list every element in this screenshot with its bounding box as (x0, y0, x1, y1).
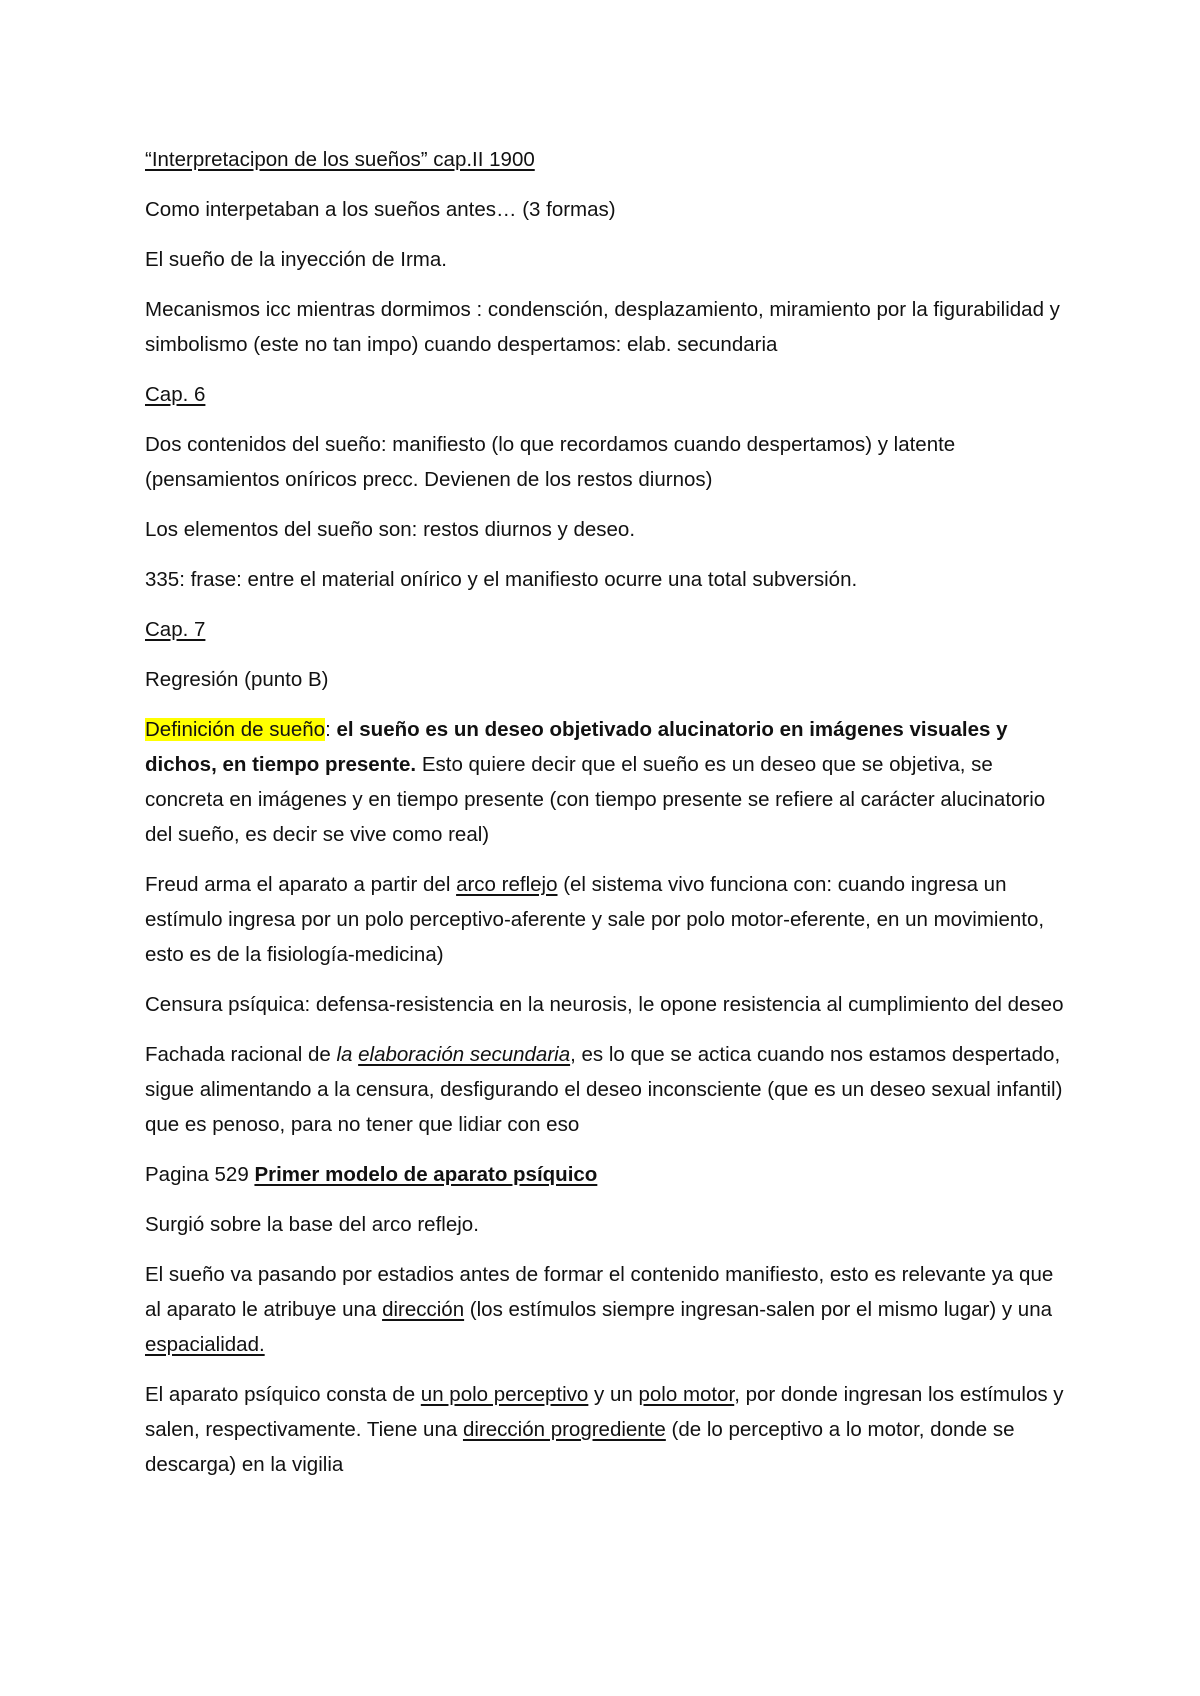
underlined-term: arco reflejo (456, 873, 558, 896)
paragraph-regression: Regresión (punto B) (145, 668, 329, 691)
paragraph-censorship: Censura psíquica: defensa-resistencia en la neurosis, le opone resistencia al cumplimiento del deseo (145, 993, 1064, 1016)
heading-cap-6-line (145, 377, 1065, 412)
underlined-term: dirección (382, 1298, 465, 1321)
text-run: Esto quiere decir que el sueño es un deseo que se objetiva, se concreta en imágenes y en tiempo presente (con tiempo presente se refiere al carácter alucinatorio del sueño, es decir se vive como real) (145, 753, 1046, 846)
paragraph-psychic-apparatus (145, 1377, 1065, 1482)
document-title: “Interpretacipon de los sueños” cap.II 1900 (145, 148, 535, 171)
paragraph-rational-facade (145, 1037, 1065, 1142)
paragraph-stages (145, 1257, 1065, 1362)
text-run: (de lo perceptivo a lo motor, donde se descarga) en la vigilia (145, 1418, 1015, 1476)
paragraph-page-529 (145, 1157, 1065, 1192)
bold-underlined-heading: Primer modelo de aparato psíquico (254, 1163, 598, 1186)
heading-cap-7-line (145, 612, 1065, 647)
text-run: (los estímulos siempre ingresan-salen por el mismo lugar) y una (464, 1298, 1053, 1321)
underlined-term: espacialidad. (145, 1333, 265, 1356)
underlined-term: un polo perceptivo (420, 1383, 589, 1406)
italic-text: la (336, 1043, 359, 1066)
text-run: Pagina 529 (145, 1163, 255, 1186)
text-run: Fachada racional de (145, 1043, 337, 1066)
paragraph-arose: Surgió sobre la base del arco reflejo. (145, 1213, 479, 1236)
bold-definition: el sueño es un deseo objetivado alucinatorio en imágenes visuales y dichos, en tiempo presente. (145, 718, 1008, 776)
paragraph-irma: El sueño de la inyección de Irma. (145, 248, 447, 271)
text-run: El aparato psíquico consta de (145, 1383, 421, 1406)
underlined-term: dirección progrediente (462, 1418, 666, 1441)
paragraph-335: 335: frase: entre el material onírico y el manifiesto ocurre una total subversión. (145, 568, 858, 591)
text-run: y un (588, 1383, 639, 1406)
document-body (145, 142, 1065, 1497)
paragraph-dream-definition (145, 712, 1065, 852)
heading-cap-7: Cap. 7 (145, 618, 206, 641)
underlined-italic-term: elaboración secundaria (358, 1043, 571, 1066)
highlighted-term: Definición de sueño (145, 718, 326, 741)
paragraph-forms: Como interpetaban a los sueños antes… (3 formas) (145, 198, 616, 221)
paragraph-contents: Dos contenidos del sueño: manifiesto (lo que recordamos cuando despertamos) y latente (pensamientos oníricos precc. Devienen de los restos diurnos) (145, 433, 956, 491)
paragraph-elements: Los elementos del sueño son: restos diurnos y deseo. (145, 518, 636, 541)
text-run: El sueño va pasando por estadios antes de formar el contenido manifiesto, esto es relevante ya que al aparato le atribuye una (145, 1263, 1054, 1321)
paragraph-mechanisms: Mecanismos icc mientras dormimos : condensción, desplazamiento, miramiento por la figurabilidad y simbolismo (este no tan impo) cuando despertamos: elab. secundaria (145, 298, 1060, 356)
heading-cap-6: Cap. 6 (145, 383, 206, 406)
paragraph-reflex-arc (145, 867, 1065, 972)
underlined-term: polo motor (638, 1383, 735, 1406)
text-run: (el sistema vivo funciona con: cuando ingresa un estímulo ingresa por un polo perceptivo-aferente y sale por polo motor-eferente, en un movimiento, esto es de la fisiología-medicina) (145, 873, 1045, 966)
text-run: , es lo que se actica cuando nos estamos despertado, sigue alimentando a la censura, desfigurando el deseo inconsciente (que es un deseo sexual infantil) que es penoso, para no tener que lidiar con eso (145, 1043, 1063, 1136)
text-run: Freud arma el aparato a partir del (145, 873, 457, 896)
title-line (145, 142, 1065, 177)
text-run: , por donde ingresan los estímulos y salen, respectivamente. Tiene una (145, 1383, 1064, 1441)
text-run: : (325, 718, 337, 741)
